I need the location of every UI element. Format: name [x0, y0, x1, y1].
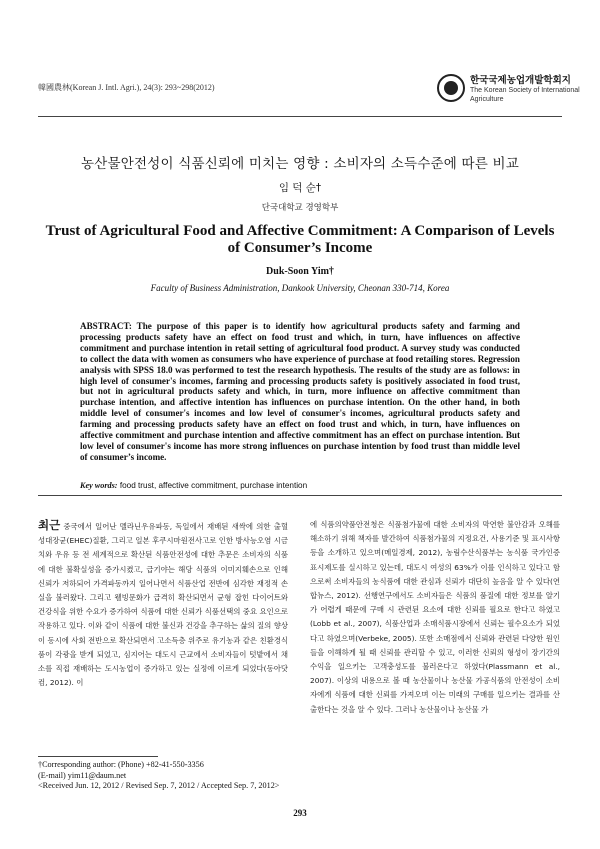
footnote-rule [38, 756, 158, 757]
corresponding-author: †Corresponding author: (Phone) +82-41-550-3356 [38, 760, 204, 769]
body-left-column [38, 518, 288, 690]
abstract-divider [38, 495, 562, 496]
received-dates: <Received Jun. 12, 2012 / Revised Sep. 7, 2012 / Accepted Sep. 7, 2012> [38, 781, 280, 790]
journal-reference: 韓國農林(Korean J. Intl. Agri.), 24(3): 293~298(2012) [38, 83, 215, 92]
lead-word: 최근 [38, 518, 61, 532]
keywords-label: Key words: [80, 481, 118, 490]
society-emblem-icon [437, 74, 465, 102]
english-title: Trust of Agricultural Food and Affective Commitment: A Comparison of Levels of Consumer’s Income [45, 223, 555, 256]
korean-title: 농산물안전성이 식품신뢰에 미치는 영향 : 소비자의 소득수준에 따른 비교 [81, 156, 519, 172]
korean-affiliation: 단국대학교 경영학부 [261, 203, 339, 213]
keywords-list: food trust, affective commitment, purchase intention [119, 481, 308, 490]
keywords [80, 481, 520, 490]
body-right-column: 에 식품의약품안전청은 식품첨가물에 대한 소비자의 막연한 불안감과 오해를 해소하기 위해 책자를 발간하여 식품첨가물의 지정요건, 사용기준 및 표시사항 등을 소개하고 있으며(메일경제, 2012), 농림수산식품부는 농식품 국가인증표시제도를 실시하고 있는데, 대도시 여성의 63%가 이를 인식하고 있다고 함으로써 소비자들의 농식품에 대한 관심과 신뢰가 대단히 높음을 알 수 있다(연합뉴스, 2012). 선행연구에서도 소비자들은 식품의 품질에 대한 정보를 알기가 어렵게 때문에 구매 시 관련된 요소에 대한 신뢰를 필요로 한다고 하였고(Lobb et al., 2007), 식품산업과 소매식품시장에서 신뢰는 필수요소가 되었다고 하였으며(Verbeke, 2005). 또한 소매점에서 신뢰와 관련된 다양한 원인들을 이해하게 될 때 신뢰를 관리할 수 있고, 이러한 신뢰의 형성이 장기간의 수익을 일으키는 고객충성도를 불러온다고 하였다(Plassmann et al., 2007). 이상의 내용으로 볼 때 농산물이나 농산물 가공식품의 안전성이 소비자에게 식품에 대한 신뢰를 가져오며 이는 미래의 구매를 일으키는 결과를 산출한다는 것을 알 수 있다. 그러나 농산물이나 농산물 가 [310, 520, 560, 714]
korean-author: 임 덕 순† [278, 182, 322, 194]
header-divider [38, 116, 562, 117]
author-email: (E-mail) yim11@daum.net [38, 770, 127, 780]
footnote [38, 760, 303, 792]
society-header [437, 72, 580, 112]
english-affiliation: Faculty of Business Administration, Dankook University, Cheonan 330-714, Korea [150, 283, 450, 293]
page-number: 293 [293, 808, 307, 818]
english-author: Duk-Soon Yim† [266, 266, 334, 277]
society-name-korean: 한국국제농업개발학회지 [470, 75, 571, 86]
abstract: ABSTRACT: The purpose of this paper is to identify how agricultural products safety and farming and processing products safety have an effect on food trust and which, in turn, have influences on affective commitment and purchase intention in retail setting of agricultural food product. A survey study was conducted to collect the data with women as consumers who have experience of purchase at food retailing stores. Regression analysis with SPSS 18.0 was performed to test the research hypothesis. The results of the study are as follows: in high level of consumer's incomes, farming and processing products safety is positively associated in food trust, but not in agricultural products safety and which, in turn, more influence on affective commitment than purchase intention, and affective intention has influences on purchase intention. On the other hand, in both middle level of consumer's incomes and low level of consumer's incomes, agricultural products safety and farming and processing products safety have an effect on food trust and which, in turn, have influences on affective commitment and purchase intention and affective commitment has an effect on purchase intention. But low level of consumer's income has more strong influences on purchase intention by food trust than middle level of consumer’s income. [80, 321, 520, 462]
left-column-text: 중국에서 일어난 멜라닌우유파동, 독일에서 재배된 새싹에 의한 출혈성대장균(EHEC)질환, 그리고 일본 후쿠시마원전사고로 인한 방사능오염 시금치와 우유 등 전 세계적으로 확산된 식품안전성에 대한 추문은 소비자의 식품에 대한 불확실성을 증가시켰고, 급기야는 해당 식품의 이미지훼손으로 인해 신뢰가 저하되어 가격파동까지 일어나면서 식품산업 전반에 심각한 재정적 손실을 불러왔다. 그리고 웰빙문화가 급격히 확산되면서 균형 잡힌 다이어트와 건강식을 위한 수요가 증가하여 식품에 대한 신뢰가 식품선택의 중요 요인으로 작용하고 있다. 이와 같이 식품에 대한 불신과 건강을 추구하는 삶의 질의 향상이 동시에 사회 전반으로 확산되면서 고소득층 위주로 유기농과 같은 친환경식품이 각광을 받게 되었고, 심지어는 대도시 근교에서 소비자들이 텃밭에서 채소를 직접 재배하는 도시농업이 증가하고 있는 실정에 이르게 되었다(동아닷컴, 2012). 이 [38, 522, 288, 688]
society-name-english: The Korean Society of International Agriculture [470, 87, 580, 103]
